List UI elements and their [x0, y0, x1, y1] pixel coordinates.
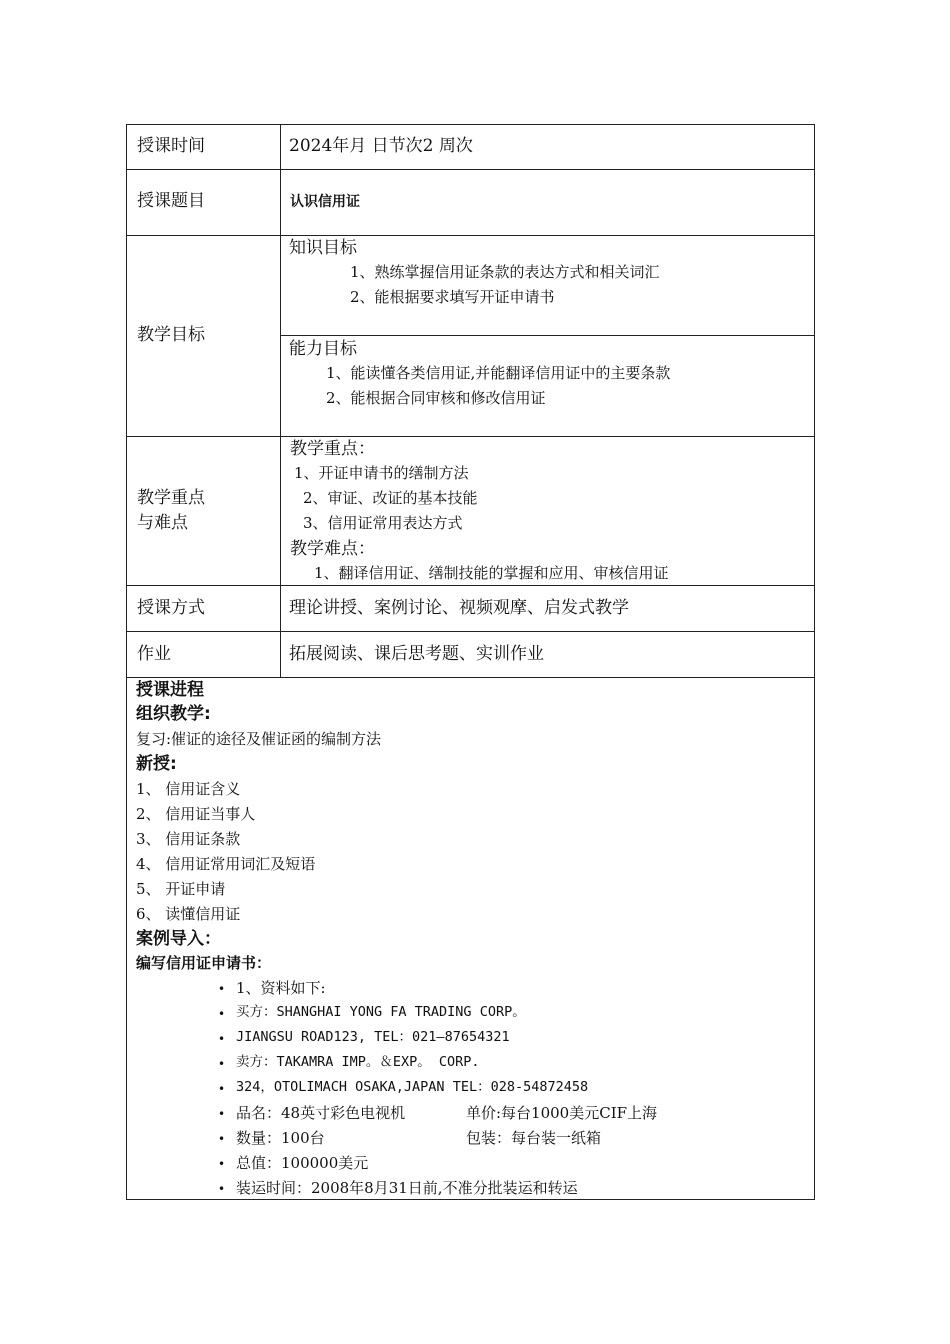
case-item-buyer: 买方：SHANGHAI YONG FA TRADING CORP。: [236, 1004, 526, 1020]
knowledge-item: 2、能根据要求填写开证申请书: [350, 288, 555, 306]
bullet-icon: •: [218, 1032, 226, 1046]
value-time: 2024年月 日节次2 周次: [289, 136, 473, 156]
ability-title: 能力目标: [289, 339, 357, 359]
row-divider: [126, 677, 815, 678]
key-item: 2、审证、改证的基本技能: [303, 489, 478, 507]
label-topic: 授课题目: [137, 191, 205, 211]
row-divider: [126, 436, 815, 437]
label-keypoints-line2: 与难点: [137, 513, 188, 533]
case-item-seller: 卖方：TAKAMRA IMP。＆EXP。 CORP.: [236, 1054, 480, 1070]
bullet-icon: •: [218, 1057, 226, 1071]
bullet-icon: •: [218, 982, 226, 996]
bullet-icon: •: [218, 1182, 226, 1196]
value-method: 理论讲授、案例讨论、视频观摩、启发式教学: [289, 598, 629, 618]
new-item: 4、 信用证常用词汇及短语: [136, 855, 316, 873]
ability-item: 2、能根据合同审核和修改信用证: [326, 389, 546, 407]
case-item-quantity: 数量：100台: [236, 1129, 325, 1147]
key-item: 1、开证申请书的缮制方法: [294, 464, 469, 482]
case-heading: 案例导入：: [136, 929, 221, 949]
review-line: 复习:催证的途径及催证函的编制方法: [136, 730, 382, 748]
organize-heading: 组织教学:: [136, 704, 211, 724]
knowledge-title: 知识目标: [289, 238, 357, 258]
case-item-packing: 包装：每台装一纸箱: [466, 1129, 602, 1147]
case-item-seller-address: 324，OTOLIMACH OSAKA,JAPAN TEL：028-54872458: [236, 1079, 589, 1095]
value-homework: 拓展阅读、课后思考题、实训作业: [289, 644, 544, 664]
bullet-icon: •: [218, 1132, 226, 1146]
value-topic: 认识信用证: [290, 194, 360, 210]
row-divider: [126, 631, 815, 632]
case-item-total: 总值：100000美元: [236, 1154, 369, 1172]
process-title: 授课进程: [136, 680, 204, 700]
ability-item: 1、能读懂各类信用证,并能翻译信用证中的主要条款: [326, 364, 671, 382]
difficulty-item: 1、翻译信用证、缮制技能的掌握和应用、审核信用证: [314, 564, 669, 582]
bullet-icon: •: [218, 1107, 226, 1121]
label-keypoints-line1: 教学重点: [137, 488, 205, 508]
new-item: 1、 信用证含义: [136, 780, 241, 798]
label-objectives: 教学目标: [137, 325, 205, 345]
case-subheading: 编写信用证申请书：: [136, 954, 272, 972]
new-item: 6、 读懂信用证: [136, 905, 241, 923]
difficulty-title: 教学难点：: [290, 539, 375, 559]
new-item: 2、 信用证当事人: [136, 805, 256, 823]
case-item-buyer-address: JIANGSU ROAD123, TEL：021—87654321: [236, 1029, 510, 1045]
bullet-icon: •: [218, 1082, 226, 1096]
label-homework: 作业: [137, 644, 171, 664]
new-heading: 新授:: [136, 754, 177, 774]
label-time: 授课时间: [137, 136, 205, 156]
case-item-product: 品名：48英寸彩色电视机: [236, 1104, 406, 1122]
column-divider: [280, 124, 281, 677]
sub-row-divider: [280, 335, 815, 336]
new-item: 5、 开证申请: [136, 880, 226, 898]
bullet-icon: •: [218, 1007, 226, 1021]
bullet-icon: •: [218, 1157, 226, 1171]
case-item-unit-price: 单价:每台1000美元CIF上海: [466, 1104, 658, 1122]
label-method: 授课方式: [137, 598, 205, 618]
row-divider: [126, 235, 815, 236]
row-divider: [126, 169, 815, 170]
knowledge-item: 1、熟练掌握信用证条款的表达方式和相关词汇: [350, 263, 660, 281]
key-item: 3、信用证常用表达方式: [303, 514, 463, 532]
row-divider: [126, 585, 815, 586]
case-item: 1、资料如下:: [236, 979, 326, 997]
key-title: 教学重点：: [290, 439, 375, 459]
case-item-shipment: 装运时间：2008年8月31日前,不准分批装运和转运: [236, 1179, 578, 1197]
new-item: 3、 信用证条款: [136, 830, 241, 848]
